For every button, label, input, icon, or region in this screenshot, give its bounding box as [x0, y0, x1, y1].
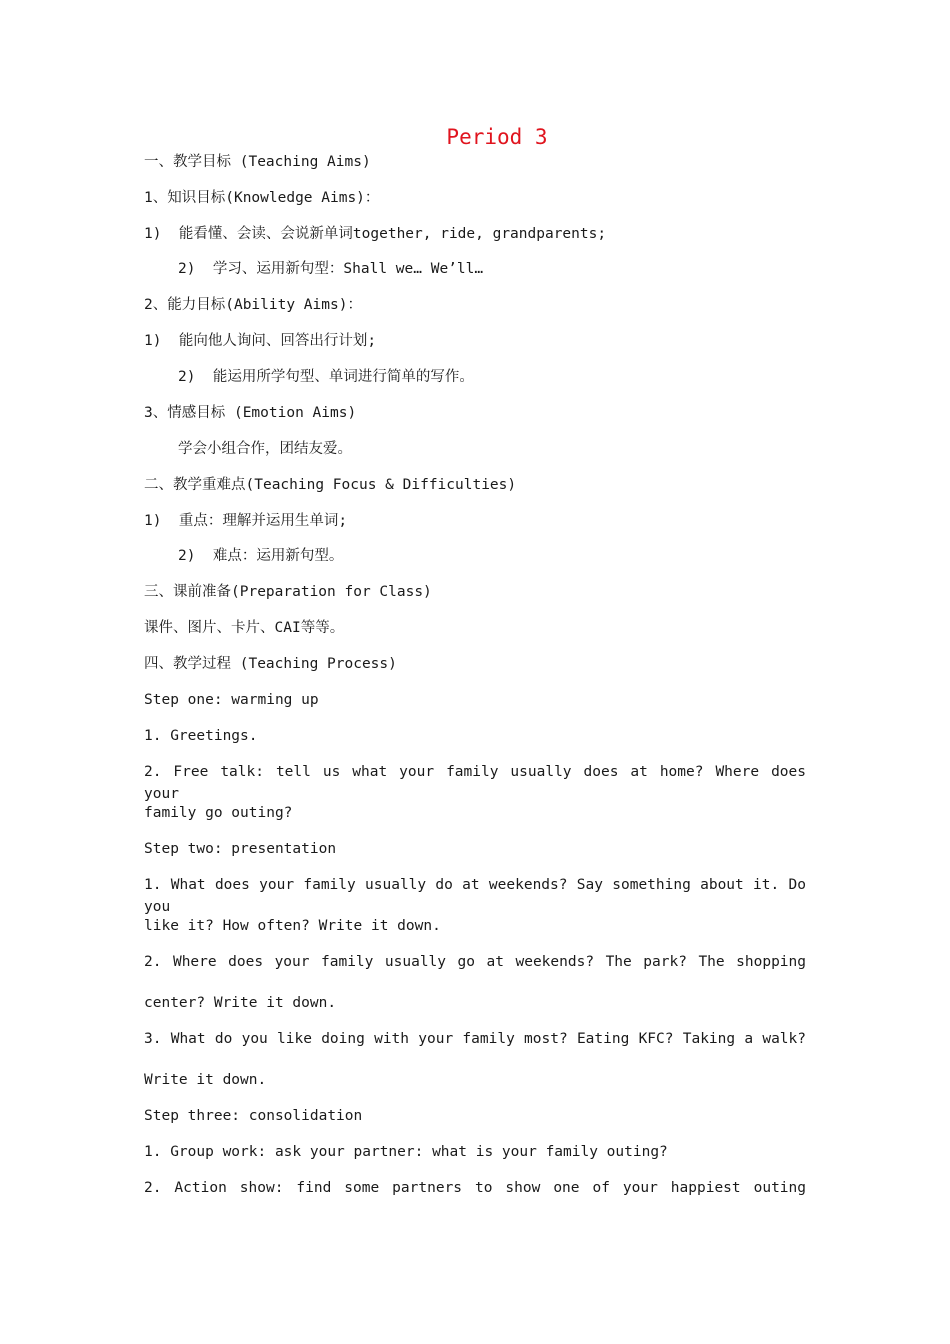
section-heading-process: 四、教学过程 (Teaching Process) [144, 656, 397, 672]
subheading-ability-aims: 2、能力目标(Ability Aims)： [144, 297, 362, 313]
list-item-continued: like it? How often? Write it down. [144, 918, 441, 934]
list-item-continued: center? Write it down. [144, 995, 337, 1011]
list-item: 1. Greetings. [144, 728, 258, 744]
list-item: 2) 能运用所学句型、单词进行简单的写作。 [178, 369, 474, 385]
list-item: 1. What does your family usually do at weekends? Say something about it. Do you [144, 877, 806, 915]
subheading-knowledge-aims: 1、知识目标(Knowledge Aims)： [144, 190, 380, 206]
section-heading-aims: 一、教学目标 (Teaching Aims) [144, 154, 371, 170]
list-item: 1) 重点：理解并运用生单词; [144, 513, 348, 529]
list-item-continued: family go outing? [144, 805, 293, 821]
subheading-emotion-aims: 3、情感目标 (Emotion Aims) [144, 405, 357, 421]
list-item: 2) 难点：运用新句型。 [178, 548, 344, 564]
step-heading: Step three: consolidation [144, 1108, 363, 1124]
list-item: 3. What do you like doing with your family most? Eating KFC? Taking a walk? [144, 1031, 806, 1047]
step-heading: Step two: presentation [144, 841, 337, 857]
page-title: Period 3 [446, 125, 548, 149]
section-heading-focus: 二、教学重难点(Teaching Focus & Difficulties) [144, 477, 517, 493]
list-item: 2. Where does your family usually go at weekends? The park? The shopping [144, 954, 806, 970]
paragraph: 课件、图片、卡片、CAI等等。 [144, 620, 345, 636]
list-item: 1. Group work: ask your partner: what is your family outing? [144, 1144, 668, 1160]
step-heading: Step one: warming up [144, 692, 319, 708]
list-item: 1) 能看懂、会读、会说新单词together, ride, grandparents; [144, 226, 607, 242]
list-item-continued: Write it down. [144, 1072, 267, 1088]
list-item: 2) 学习、运用新句型：Shall we… We’ll… [178, 261, 484, 277]
paragraph: 学会小组合作，团结友爱。 [178, 441, 352, 457]
list-item: 2. Action show: find some partners to show one of your happiest outing [144, 1180, 806, 1196]
list-item: 2. Free talk: tell us what your family usually does at home? Where does your [144, 764, 806, 802]
section-heading-preparation: 三、课前准备(Preparation for Class) [144, 584, 432, 600]
list-item: 1) 能向他人询问、回答出行计划; [144, 333, 377, 349]
